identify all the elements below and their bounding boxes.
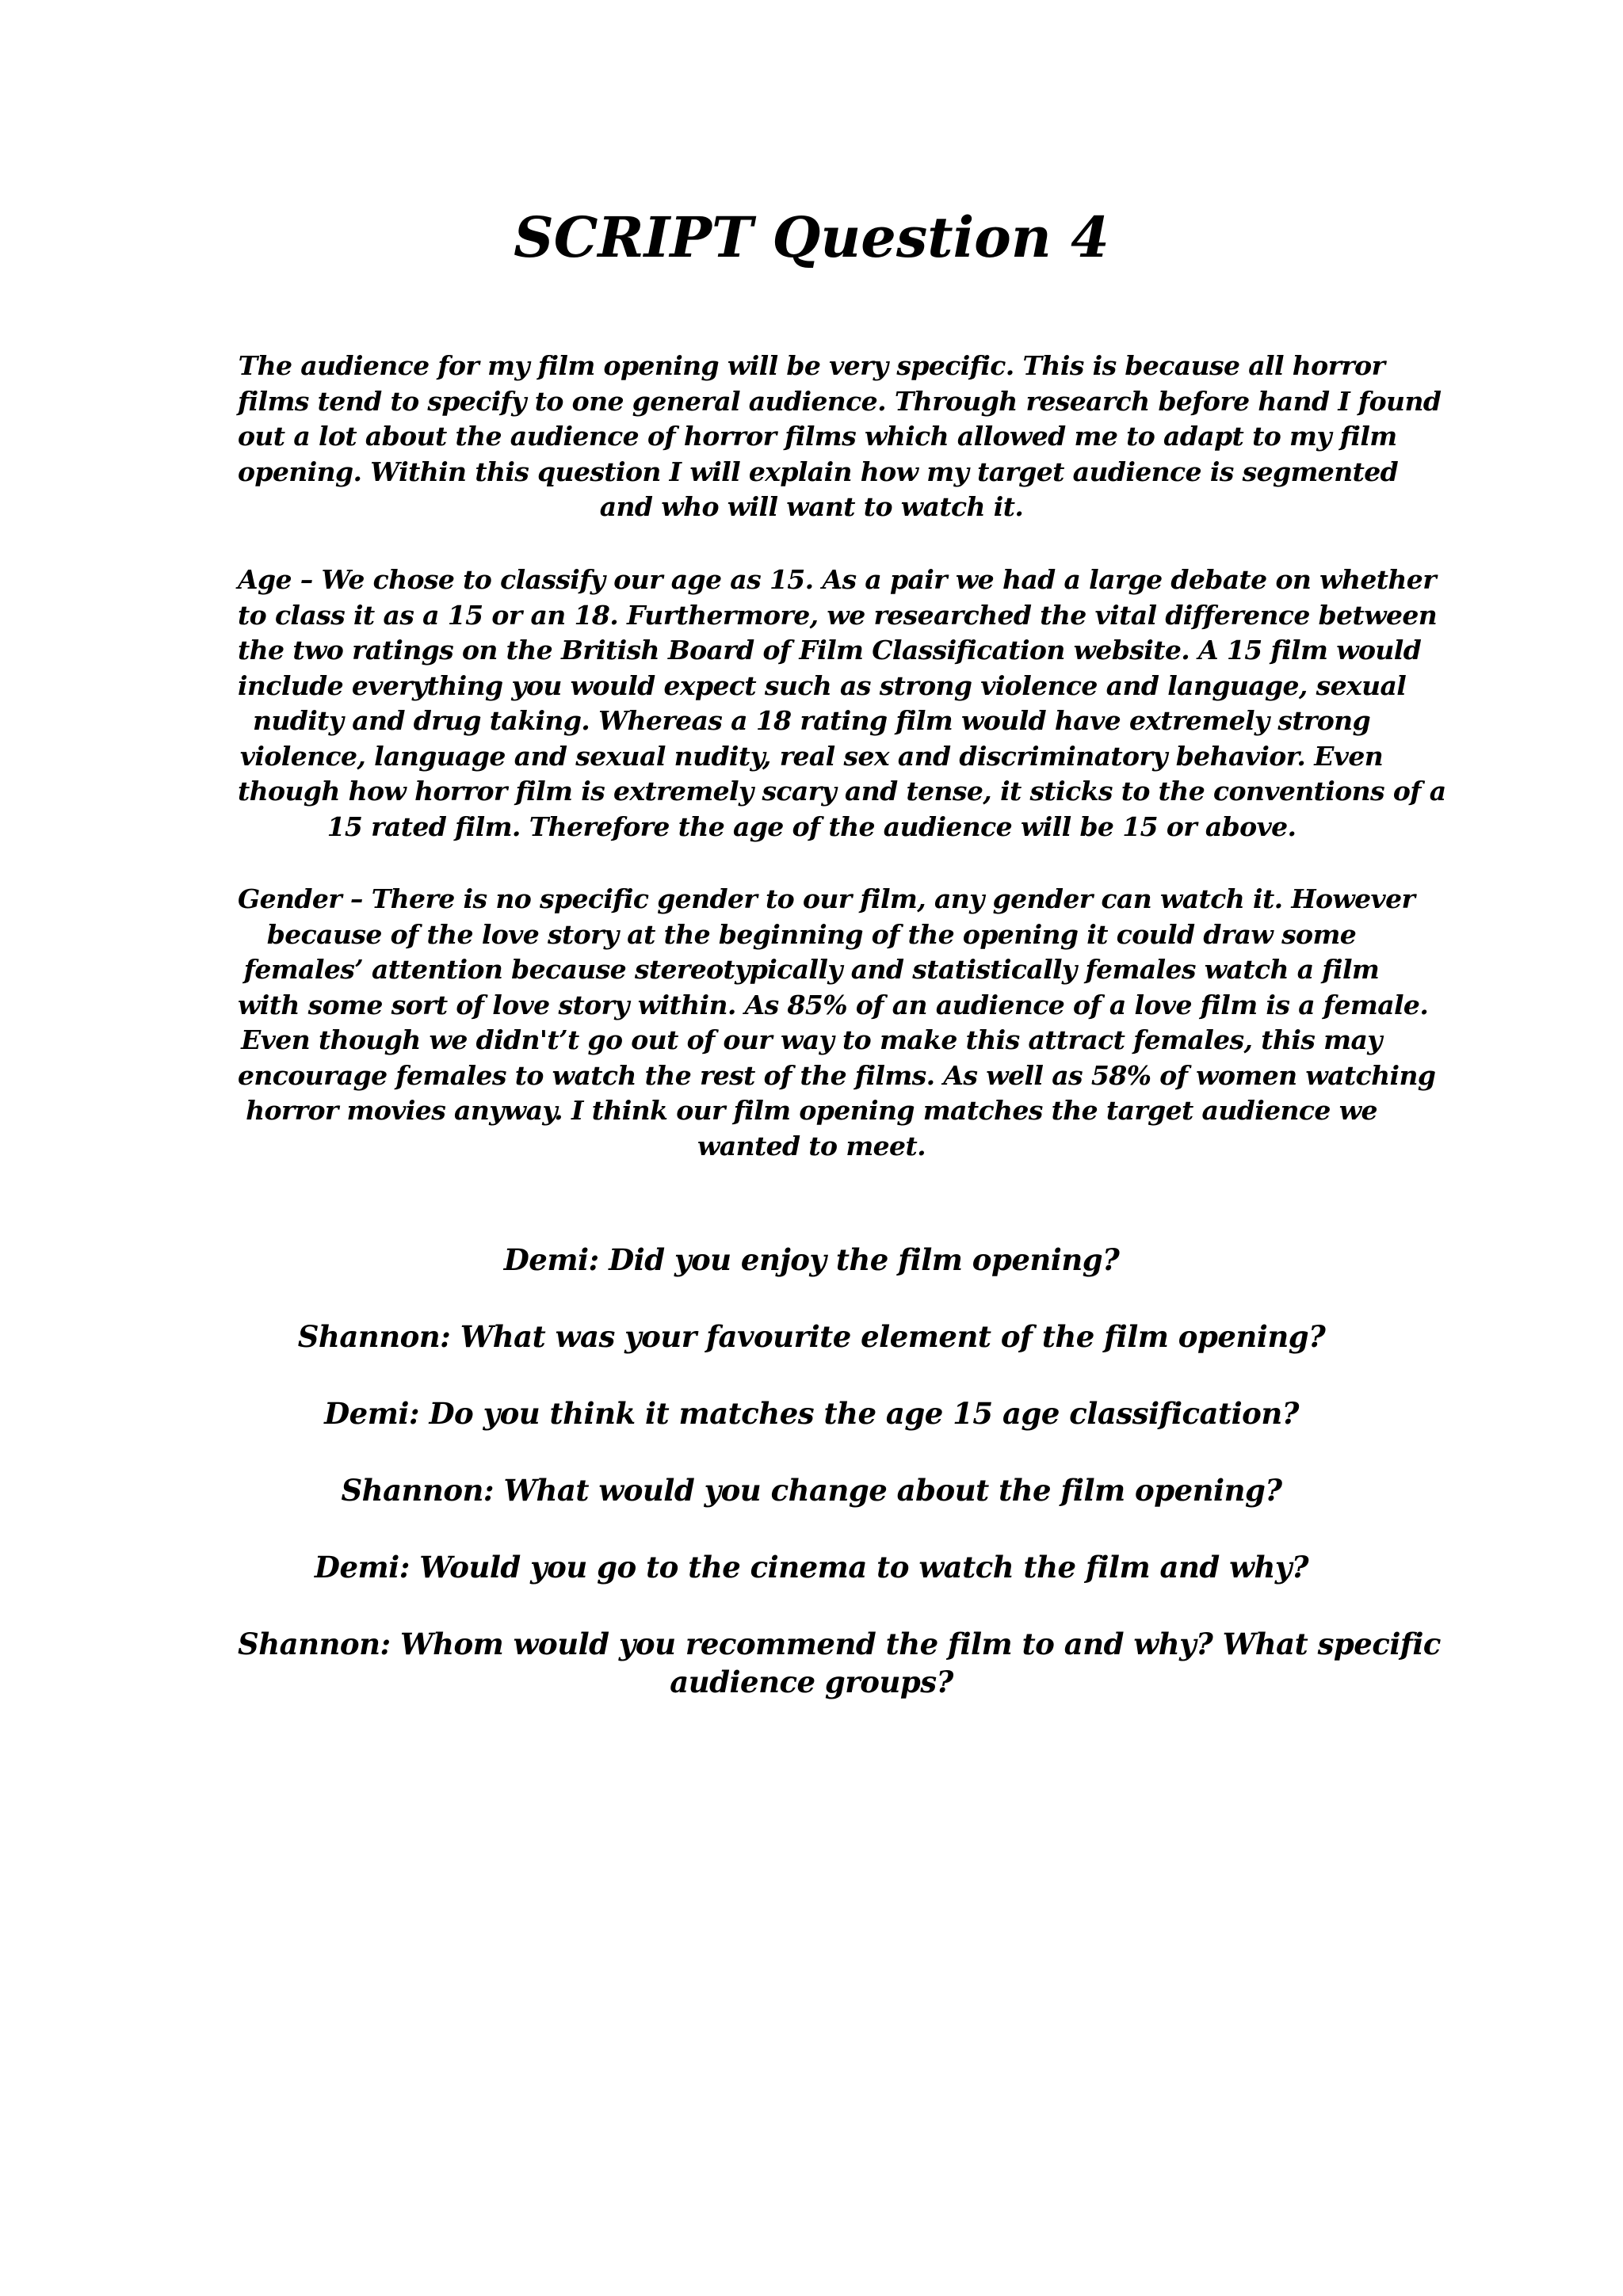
question-item bbox=[238, 1548, 1385, 1586]
page-title: SCRIPT Question 4 bbox=[514, 204, 1109, 270]
paragraph-line: because of the love story at the beginning of the opening it could draw some bbox=[266, 918, 1357, 950]
paragraph-line: Gender – There is no specific gender to our film, any gender can watch it. However bbox=[238, 883, 1415, 914]
intro-paragraph bbox=[238, 349, 1442, 525]
paragraph-line: with some sort of love story within. As 85% of an audience of a love film is a female. bbox=[238, 989, 1429, 1020]
question-item bbox=[238, 1394, 1385, 1432]
paragraph-line: horror movies anyway. I think our film opening matches the target audience we bbox=[246, 1095, 1377, 1126]
question-line: Demi: Do you think it matches the age 15 age classification? bbox=[324, 1396, 1299, 1431]
paragraph-line: Age – We chose to classify our age as 15. As a pair we had a large debate on whether bbox=[238, 564, 1436, 595]
paragraph-line: to class it as a 15 or an 18. Furthermore, we researched the vital difference between bbox=[238, 599, 1438, 631]
question-line: audience groups? bbox=[670, 1665, 953, 1699]
paragraph-line: encourage females to watch the rest of the films. As well as 58% of women watching bbox=[238, 1059, 1436, 1091]
paragraph-line: females’ attention because stereotypically and statistically females watch a film bbox=[243, 954, 1380, 985]
question-line: Shannon: What was your favourite element of the film opening? bbox=[297, 1319, 1326, 1354]
gender-paragraph bbox=[238, 882, 1436, 1164]
paragraph-line: and who will want to watch it. bbox=[599, 491, 1024, 522]
question-item bbox=[238, 1471, 1385, 1509]
question-line: Shannon: Whom would you recommend the film to and why? What specific bbox=[238, 1627, 1441, 1661]
question-line: Shannon: What would you change about the film opening? bbox=[341, 1473, 1282, 1508]
paragraph-line: violence, language and sexual nudity, real sex and discriminatory behavior. Even bbox=[239, 740, 1384, 772]
paragraph-line: the two ratings on the British Board of Film Classification website. A 15 film would bbox=[238, 635, 1422, 666]
interview-questions bbox=[238, 1241, 1441, 1740]
paragraph-line: 15 rated film. Therefore the age of the audience will be 15 or above. bbox=[327, 810, 1296, 842]
question-item bbox=[238, 1318, 1385, 1356]
paragraph-line: The audience for my film opening will be very specific. This is because all horror bbox=[238, 350, 1385, 381]
paragraph-line: though how horror film is extremely scary and tense, it sticks to the conventions of a bbox=[238, 776, 1446, 807]
question-line: Demi: Did you enjoy the film opening? bbox=[503, 1242, 1120, 1277]
paragraph-line: films tend to specify to one general audience. Through research before hand I found bbox=[238, 385, 1442, 417]
paragraph-line: wanted to meet. bbox=[697, 1130, 926, 1161]
paragraph-line: nudity and drug taking. Whereas a 18 rating film would have extremely strong bbox=[252, 705, 1371, 736]
paragraph-line: Even though we didn't’t go out of our way to make this attract females, this may bbox=[241, 1024, 1382, 1055]
paragraph-line: out a lot about the audience of horror films which allowed me to adapt to my film bbox=[238, 421, 1397, 452]
question-line: Demi: Would you go to the cinema to watch the film and why? bbox=[314, 1550, 1309, 1585]
paragraph-line: include everything you would expect such as strong violence and language, sexual bbox=[238, 669, 1407, 701]
paragraph-line: opening. Within this question I will explain how my target audience is segmented bbox=[238, 456, 1399, 487]
question-item bbox=[238, 1241, 1385, 1279]
question-item bbox=[238, 1625, 1441, 1701]
age-paragraph bbox=[238, 563, 1446, 845]
